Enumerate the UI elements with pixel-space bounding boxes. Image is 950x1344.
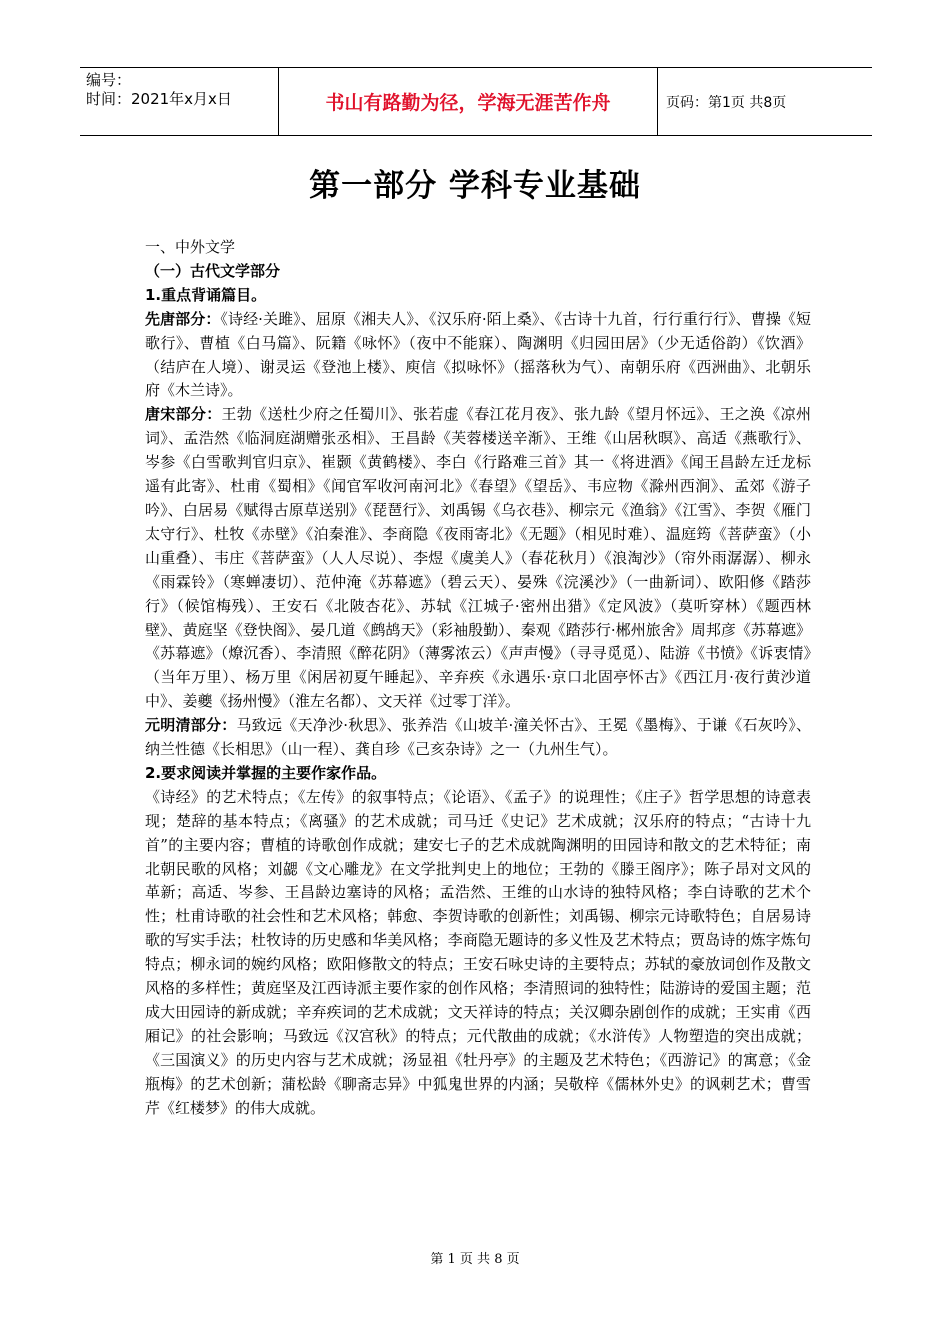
yuan-ming-qing-label: 元明清部分： — [145, 716, 237, 735]
header-time-label: 时间：2021年x月x日 — [86, 90, 232, 108]
header-number-label: 编号： — [86, 71, 132, 89]
pre-tang-text: 《诗经·关雎》、屈原《湘夫人》、《汉乐府·陌上桑》、《古诗十九首，行行重行行》、曹操《短歌行》、曹植《白马篇》、阮籍《咏怀》（夜中不能寐）、陶渊明《归园田居》（少无适俗韵）《饮酒》（结庐在人境）、谢灵运《登池上楼》、庾信《拟咏怀》（摇落秋为气）、南朝乐府《西洲曲》、北朝乐府《木兰诗》。 — [145, 309, 811, 400]
tang-song-label: 唐宋部分： — [145, 405, 222, 424]
header-meta-cell — [80, 68, 279, 135]
pre-tang-paragraph — [145, 308, 811, 404]
yuan-ming-qing-paragraph — [145, 714, 811, 762]
header-motto: 书山有路勤为径，学海无涯苦作舟 — [279, 68, 658, 135]
page-title: 第一部分 学科专业基础 — [309, 168, 641, 204]
page-footer: 第 1 页 共 8 页 — [430, 1252, 520, 1267]
tang-song-paragraph — [145, 403, 811, 714]
yuan-ming-qing-text: 马致远《天净沙·秋思》、张养浩《山坡羊·潼关怀古》、王冕《墨梅》、于谦《石灰吟》、纳兰性德《长相思》（山一程）、龚自珍《己亥杂诗》之一（九州生气）。 — [145, 716, 811, 759]
document-header — [80, 67, 872, 136]
section-heading: 一、中外文学 — [145, 238, 236, 256]
item2-heading: 2.要求阅读并掌握的主要作家作品。 — [145, 763, 387, 782]
item1-heading: 1.重点背诵篇目。 — [145, 285, 267, 304]
pre-tang-label: 先唐部分： — [145, 309, 221, 328]
document-body — [145, 236, 811, 1121]
header-page-info: 页码：第1页 共8页 — [666, 94, 787, 111]
tang-song-text: 王勃《送杜少府之任蜀川》、张若虚《春江花月夜》、张九龄《望月怀远》、王之涣《凉州词》、孟浩然《临洞庭湖赠张丞相》、王昌龄《芙蓉楼送辛渐》、王维《山居秋暝》、高适《燕歌行》、岑参《白雪歌判官归京》、崔颢《黄鹤楼》、李白《行路难三首》其一《将进酒》《闻王昌龄左迁龙标遥有此寄》、杜甫《蜀相》《闻官军收河南河北》《春望》《望岳》、韦应物《滁州西涧》、孟郊《游子吟》、白居易《赋得古原草送别》《琵琶行》、刘禹锡《乌衣巷》、柳宗元《渔翁》《江雪》、李贺《雁门太守行》、杜牧《赤壁》《泊秦淮》、李商隐《夜雨寄北》《无题》（相见时难）、温庭筠《菩萨蛮》（小山重叠）、韦庄《菩萨蛮》（人人尽说）、李煜《虞美人》（春花秋月）《浪淘沙》（帘外雨潺潺）、柳永《雨霖铃》（寒蝉凄切）、范仲淹《苏幕遮》（碧云天）、晏殊《浣溪沙》（一曲新词）、欧阳修《踏莎行》（候馆梅残）、王安石《北陂杏花》、苏轼《江城子·密州出猎》《定风波》（莫听穿林）《题西林壁》、黄庭坚《登快阁》、晏几道《鹧鸪天》（彩袖殷勤）、秦观《踏莎行·郴州旅舍》周邦彦《苏幕遮》《苏幕遮》（燎沉香）、李清照《醉花阴》（薄雾浓云）《声声慢》（寻寻觅觅）、陆游《书愤》《诉衷情》（当年万里）、杨万里《闲居初夏午睡起》、辛弃疾《永遇乐·京口北固亭怀古》《西江月·夜行黄沙道中》、姜夔《扬州慢》（淮左名都）、文天祥《过零丁洋》。 — [145, 405, 811, 711]
item2-paragraph: 《诗经》的艺术特点；《左传》的叙事特点；《论语》、《孟子》的说理性；《庄子》哲学思想的诗意表现；楚辞的基本特点；《离骚》的艺术成就；司马迁《史记》艺术成就；汉乐府的特点；“古诗十九首”的主要内容；曹植的诗歌创作成就；建安七子的艺术成就陶渊明的田园诗和散文的艺术特征；南北朝民歌的风格；刘勰《文心雕龙》在文学批判史上的地位；王勃的《滕王阁序》；陈子昂对文风的革新；高适、岑参、王昌龄边塞诗的风格；孟浩然、王维的山水诗的独特风格；李白诗歌的艺术个性；杜甫诗歌的社会性和艺术风格；韩愈、李贺诗歌的创新性；刘禹锡、柳宗元诗歌特色；自居易诗歌的写实手法；杜牧诗的历史感和华美风格；李商隐无题诗的多义性及艺术特点；贾岛诗的炼字炼句特点；柳永词的婉约风格；欧阳修散文的特点；王安石咏史诗的主要特点；苏轼的豪放词创作及散文风格的多样性；黄庭坚及江西诗派主要作家的创作风格；李清照词的独特性；陆游诗的爱国主题；范成大田园诗的新成就；辛弃疾词的艺术成就；文天祥诗的特点；关汉卿杂剧创作的成就；王实甫《西厢记》的社会影响；马致远《汉宫秋》的特点；元代散曲的成就；《水浒传》人物塑造的突出成就；《三国演义》的历史内容与艺术成就；汤显祖《牡丹亭》的主题及艺术特色；《西游记》的寓意；《金瓶梅》的艺术创新；蒲松龄《聊斋志异》中狐鬼世界的内涵；吴敬梓《儒林外史》的讽刺艺术；曹雪芹《红楼梦》的伟大成就。 — [145, 787, 811, 1117]
subsection-heading: （一）古代文学部分 — [145, 261, 281, 280]
